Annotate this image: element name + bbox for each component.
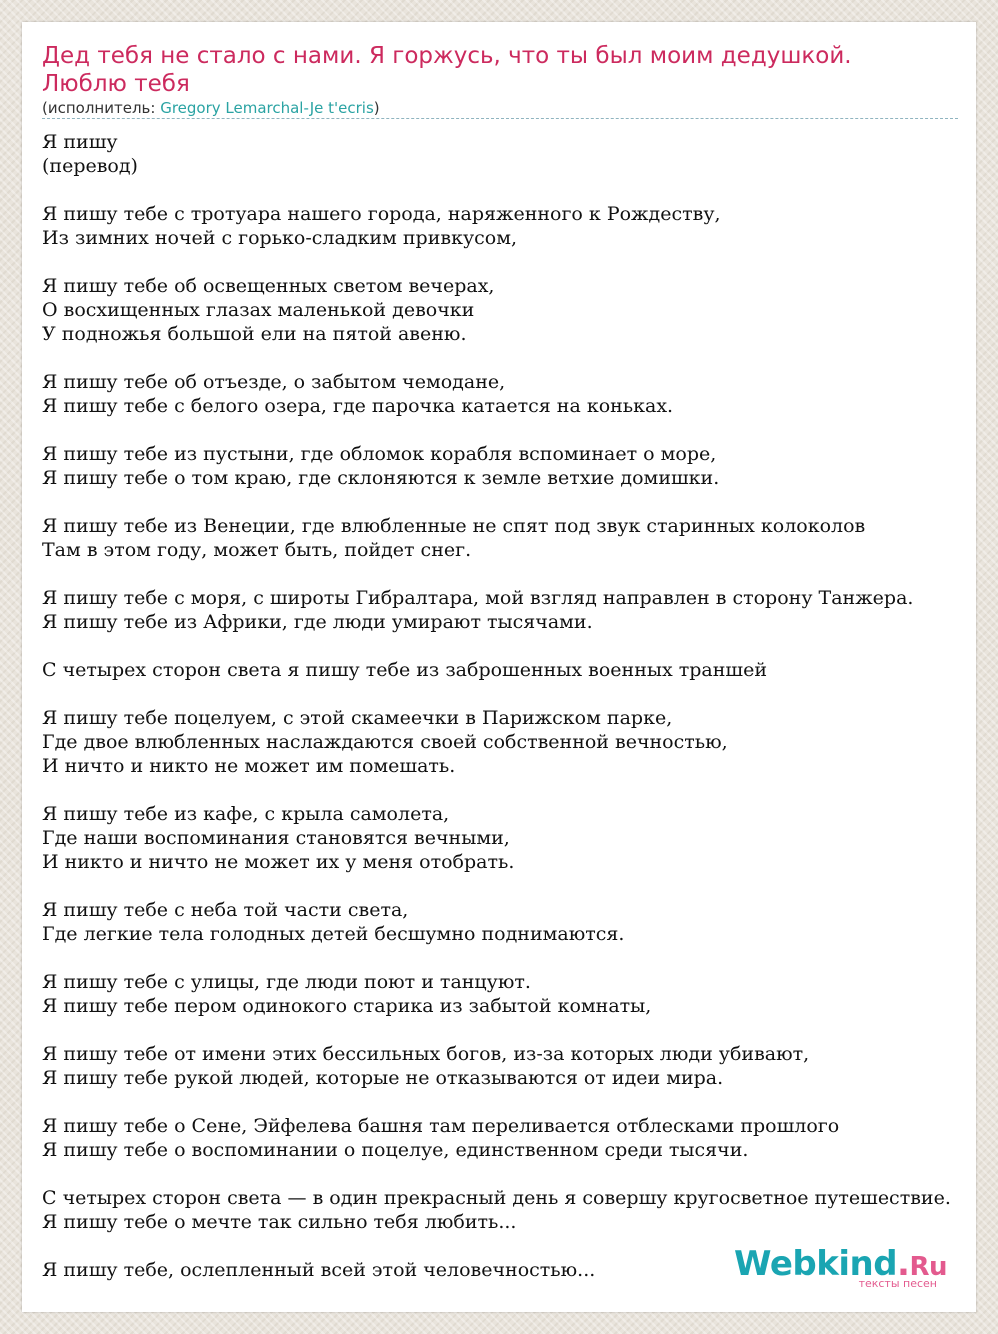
performer-line xyxy=(42,99,958,119)
lyrics-line: Я пишу тебе с моря, с широты Гибралтара, мой взгляд направлен в сторону Танжера. xyxy=(42,587,914,609)
lyrics-stanza xyxy=(42,514,976,562)
lyrics-stanza xyxy=(42,658,976,682)
lyrics-line: Я пишу тебе о Сене, Эйфелева башня там переливается отблесками прошлого xyxy=(42,1115,840,1137)
lyrics-line: Где наши воспоминания становятся вечными, xyxy=(42,827,510,849)
lyrics-line: Там в этом году, может быть, пойдет снег. xyxy=(42,539,472,561)
lyrics-stanza xyxy=(42,586,976,634)
site-logo[interactable] xyxy=(734,1244,947,1290)
lyrics-text xyxy=(42,130,976,1306)
lyrics-line: Я пишу тебе о мечте так сильно тебя любить... xyxy=(42,1211,517,1233)
lyrics-line: Где двое влюбленных наслаждаются своей собственной вечностью, xyxy=(42,731,728,753)
lyrics-line: Я пишу тебе из Африки, где люди умирают тысячами. xyxy=(42,611,593,633)
lyrics-stanza xyxy=(42,1042,976,1090)
performer-link[interactable]: Gregory Lemarchal-Je t'ecris xyxy=(160,99,374,117)
logo-dot: . xyxy=(897,1244,910,1284)
lyrics-line: Я пишу тебе об освещенных светом вечерах, xyxy=(42,275,495,297)
lyrics-stanza xyxy=(42,706,976,778)
lyrics-line: Я пишу тебе об отъезде, о забытом чемодане, xyxy=(42,371,506,393)
lyrics-line: И ничто и никто не может им помешать. xyxy=(42,755,456,777)
page-title: Дед тебя не стало с нами. Я горжусь, что ты был моим дедушкой. Люблю тебя xyxy=(42,43,852,97)
logo-tld: Ru xyxy=(909,1252,947,1282)
lyrics-stanza xyxy=(42,370,976,418)
lyrics-line: И никто и ничто не может их у меня отобрать. xyxy=(42,851,515,873)
lyrics-stanza xyxy=(42,202,976,250)
lyrics-stanza xyxy=(42,802,976,874)
lyrics-line: Я пишу тебе из пустыни, где обломок корабля вспоминает о море, xyxy=(42,443,717,465)
lyrics-line: Из зимних ночей с горько-сладким привкусом, xyxy=(42,227,518,249)
lyrics-stanza xyxy=(42,130,976,178)
lyrics-line: О восхищенных глазах маленькой девочки xyxy=(42,299,475,321)
lyrics-line: Где легкие тела голодных детей бесшумно поднимаются. xyxy=(42,923,625,945)
lyrics-line: Я пишу тебе с улицы, где люди поют и танцуют. xyxy=(42,971,531,993)
lyrics-stanza xyxy=(42,442,976,490)
lyrics-line: Я пишу тебе от имени этих бессильных богов, из-за которых люди убивают, xyxy=(42,1043,810,1065)
lyrics-line: Я пишу тебе с неба той части света, xyxy=(42,899,409,921)
lyrics-line: Я пишу тебе о том краю, где склоняются к земле ветхие домишки. xyxy=(42,467,720,489)
lyrics-stanza xyxy=(42,1114,976,1162)
lyrics-stanza xyxy=(42,898,976,946)
lyrics-line: Я пишу тебе с белого озера, где парочка катается на коньках. xyxy=(42,395,674,417)
lyrics-line: Я пишу тебе поцелуем, с этой скамеечки в Парижском парке, xyxy=(42,707,673,729)
lyrics-line: Я пишу тебе пером одинокого старика из забытой комнаты, xyxy=(42,995,652,1017)
lyrics-line: Я пишу тебе из Венеции, где влюбленные не спят под звук старинных колоколов xyxy=(42,515,866,537)
lyrics-stanza xyxy=(42,1186,976,1234)
lyrics-line: Я пишу тебе рукой людей, которые не отказываются от идеи мира. xyxy=(42,1067,724,1089)
lyrics-line: Я пишу тебе из кафе, с крыла самолета, xyxy=(42,803,450,825)
logo-main-text: Webkind xyxy=(734,1244,898,1284)
lyrics-stanza xyxy=(42,970,976,1018)
lyrics-line: Я пишу тебе о воспоминании о поцелуе, единственном среди тысячи. xyxy=(42,1139,749,1161)
lyrics-line: Я пишу тебе с тротуара нашего города, наряженного к Рождеству, xyxy=(42,203,721,225)
lyrics-stanza xyxy=(42,274,976,346)
lyrics-line: С четырех сторон света я пишу тебе из заброшенных военных траншей xyxy=(42,659,767,681)
performer-prefix: (исполнитель: xyxy=(42,99,161,117)
lyrics-line: (перевод) xyxy=(42,155,138,177)
lyrics-line: Я пишу тебе, ослепленный всей этой человечностью... xyxy=(42,1259,596,1281)
performer-suffix: ) xyxy=(373,99,380,117)
lyrics-line: У подножья большой ели на пятой авеню. xyxy=(42,323,467,345)
logo-tagline: тексты песен xyxy=(858,1277,937,1290)
lyrics-line: Я пишу xyxy=(42,131,118,153)
content-card xyxy=(22,22,976,1312)
lyrics-line: С четырех сторон света — в один прекрасный день я совершу кругосветное путешествие. xyxy=(42,1187,951,1209)
